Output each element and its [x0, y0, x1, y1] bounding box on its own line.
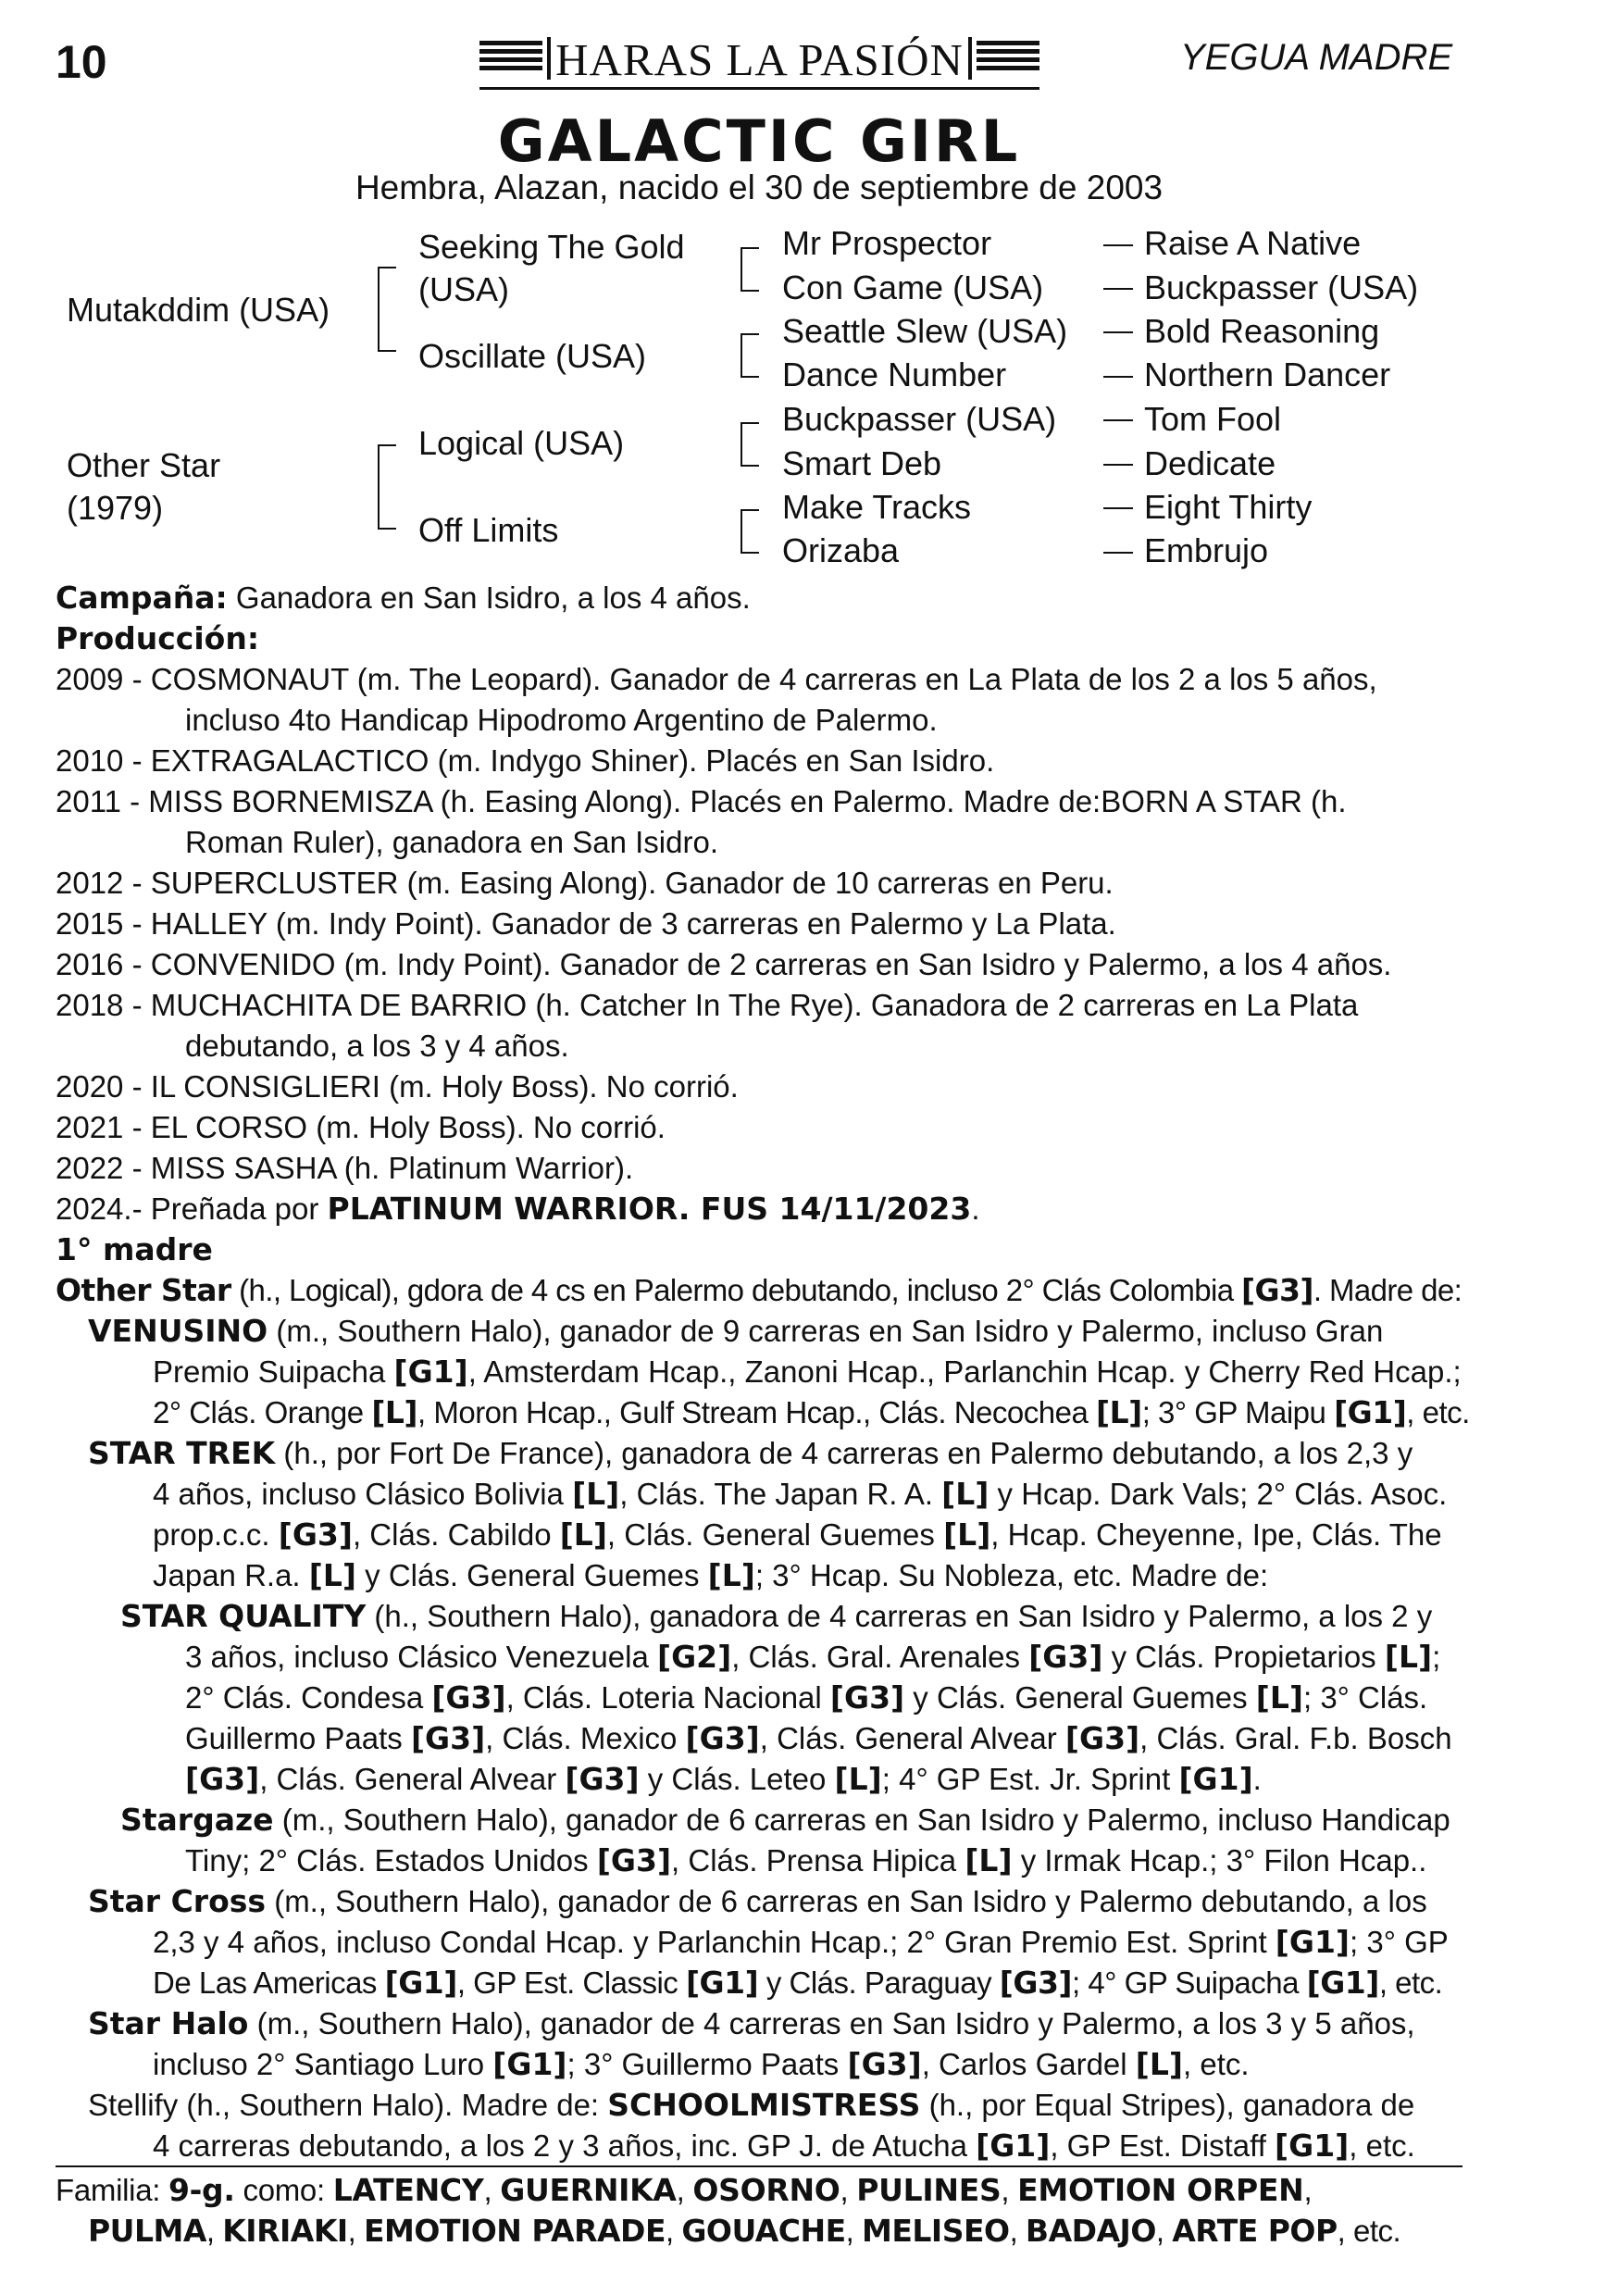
text-run: ,	[1009, 2214, 1026, 2248]
logo-divider-left	[547, 37, 551, 80]
madre-line	[56, 1311, 1462, 1352]
grade-badge: [G1]	[1275, 1924, 1350, 1960]
text-run: Guillermo Paats	[185, 1721, 411, 1755]
pedigree-dash	[1103, 507, 1133, 509]
text-run: 2,3 y 4 años, incluso Condal Hcap. y Parlanchin Hcap.; 2° Gran Premio Est. Sprint	[153, 1925, 1276, 1959]
madre-line	[56, 2044, 1462, 2085]
madre-line	[56, 1637, 1462, 1678]
text-run: , GP Est. Classic	[456, 1965, 686, 2000]
text-run: De Las Americas	[153, 1965, 385, 2000]
prenada-sire: PLATINUM WARRIOR. FUS 14/11/2023	[327, 1191, 972, 1227]
grade-badge: [L]	[1384, 1639, 1433, 1675]
grade-badge: [G3]	[565, 1761, 640, 1797]
text-run: ,	[1001, 2173, 1018, 2207]
grade-badge: [G3]	[1241, 1272, 1313, 1308]
produccion-label: Producción:	[56, 620, 260, 656]
text-run: , Clás. General Alvear	[259, 1762, 566, 1796]
text-run: , etc.	[1337, 2214, 1401, 2248]
text-run: ; 4° GP Suipacha	[1072, 1965, 1307, 2000]
grade-badge: [G3]	[999, 1965, 1073, 2001]
grade-badge: [G1]	[384, 1965, 457, 2001]
text-run: como:	[234, 2173, 333, 2207]
offspring-name: Star Cross	[88, 1883, 267, 1919]
bracket-g3-4	[741, 509, 742, 554]
familia-divider	[56, 2165, 1462, 2167]
produccion-line: 2012 - SUPERCLUSTER (m. Easing Along). Ganador de 10 carreras en Peru.	[56, 866, 1114, 900]
text-run: ,	[1155, 2214, 1173, 2248]
family-member: EMOTION ORPEN	[1017, 2172, 1304, 2208]
offspring-name: VENUSINO	[88, 1313, 268, 1349]
campana-line	[56, 578, 1462, 618]
text-run: ,	[347, 2214, 365, 2248]
familia-line	[56, 2170, 1462, 2211]
text-run: , Clás. Mexico	[485, 1721, 686, 1755]
familia-line	[56, 2211, 1462, 2252]
grade-badge: [G3]	[685, 1720, 760, 1756]
family-member: GUERNIKA	[500, 2172, 677, 2208]
text-run: , etc.	[1378, 1965, 1443, 2000]
produccion-line: 2022 - MISS SASHA (h. Platinum Warrior).	[56, 1151, 634, 1185]
offspring-name: STAR TREK	[88, 1435, 276, 1471]
text-run: ,	[1303, 2173, 1313, 2207]
pedigree-g4: Bold Reasoning	[1144, 312, 1380, 350]
text-run: 4 carreras debutando, a los 2 y 3 años, inc. GP J. de Atucha	[153, 2128, 977, 2163]
family-member: MELISEO	[862, 2213, 1010, 2249]
text-run: , Clás. Prensa Hipica	[671, 1843, 965, 1878]
text-run: ,	[483, 2173, 501, 2207]
grade-badge: [G3]	[185, 1761, 260, 1797]
family-member: BADAJO	[1025, 2213, 1156, 2249]
text-run: , Clás. Gral. Arenales	[731, 1640, 1029, 1674]
text-run: (m., Southern Halo), ganador de 4 carreras en San Isidro y Palermo, a los 3 y 5 años,	[248, 2006, 1415, 2040]
pedigree-ds: Logical (USA)	[418, 424, 625, 462]
text-run: , Carlos Gardel	[921, 2047, 1136, 2081]
text-run: 2° Clás. Condesa	[185, 1680, 432, 1715]
pedigree-g3: Make Tracks	[782, 488, 972, 526]
pedigree-g4: Tom Fool	[1144, 400, 1282, 438]
family-member: GOUACHE	[681, 2213, 846, 2249]
grade-badge: [G3]	[1028, 1639, 1103, 1675]
grade-badge: [G3]	[847, 2046, 922, 2082]
produccion-line: 2016 - CONVENIDO (m. Indy Point). Ganador de 2 carreras en San Isidro y Palermo, a los 4 años.	[56, 947, 1392, 981]
pedigree-dam-name: Other Star	[67, 446, 221, 484]
pedigree-g4: Buckpasser (USA)	[1144, 268, 1419, 306]
campana-text: Ganadora en San Isidro, a los 4 años.	[227, 580, 751, 615]
text-run: y Clás. General Guemes	[904, 1680, 1256, 1715]
grade-badge: [L]	[965, 1842, 1013, 1878]
pedigree-dash	[1103, 419, 1133, 421]
logo-bars-left	[479, 41, 542, 76]
produccion-line: 2015 - HALLEY (m. Indy Point). Ganador de 3 carreras en Palermo y La Plata.	[56, 906, 1116, 941]
madre-line	[56, 1841, 1462, 1881]
text-run: , Hcap. Cheyenne, Ipe, Clás. The	[990, 1517, 1442, 1552]
offspring-name: SCHOOLMISTRESS	[607, 2087, 921, 2123]
text-run: ; 4° GP Est. Jr. Sprint	[881, 1762, 1179, 1796]
bracket-g3-3	[741, 422, 742, 467]
produccion-line: 2009 - COSMONAUT (m. The Leopard). Ganador de 4 carreras en La Plata de los 2 a los 5 años,	[56, 662, 1377, 696]
text-run: ; 3° GP	[1350, 1925, 1449, 1959]
text-run: ; 3° Guillermo Paats	[566, 2047, 848, 2081]
brand-name: HARAS LA PASIÓN	[555, 34, 964, 85]
text-run: (h., por Fort De France), ganadora de 4 carreras en Palermo debutando, a los 2,3 y	[275, 1436, 1413, 1470]
pedigree-g3: Mr Prospector	[782, 224, 992, 262]
madre-line	[56, 2126, 1462, 2166]
madre-line	[56, 1270, 1462, 1311]
family-member: PULMA	[88, 2213, 206, 2249]
text-run: , Clás. Loteria Nacional	[505, 1680, 830, 1715]
grade-badge: [L]	[371, 1394, 418, 1430]
pedigree-g4: Raise A Native	[1144, 224, 1362, 262]
madre-line	[56, 1678, 1462, 1718]
grade-badge: [G1]	[1275, 2128, 1350, 2164]
produccion-line: Roman Ruler), ganadora en San Isidro.	[185, 825, 718, 859]
text-run: , etc.	[1183, 2047, 1250, 2081]
family-member: OSORNO	[692, 2172, 840, 2208]
bracket-g3-2	[741, 333, 742, 378]
text-run: . Madre de:	[1313, 1273, 1462, 1307]
text-run: y Clás. Paraguay	[758, 1965, 1000, 2000]
offspring-name: STAR QUALITY	[120, 1598, 367, 1634]
pedigree-dash	[1103, 376, 1133, 378]
text-run: , etc.	[1406, 1395, 1470, 1429]
madre-line	[56, 2085, 1462, 2126]
madre-line	[56, 1800, 1462, 1841]
produccion-line: 2018 - MUCHACHITA DE BARRIO (h. Catcher In The Rye). Ganadora de 2 carreras en La Plata	[56, 988, 1359, 1022]
text-run: Premio Suipacha	[153, 1354, 394, 1389]
text-run: y Clás. General Guemes	[355, 1558, 708, 1592]
pedigree-g3: Orizaba	[782, 531, 900, 569]
grade-badge: [L]	[559, 1516, 607, 1553]
text-run: ,	[676, 2173, 693, 2207]
text-run: y Hcap. Dark Vals; 2° Clás. Asoc.	[989, 1477, 1448, 1511]
text-run: , Moron Hcap., Gulf Stream Hcap., Clás. Necochea	[417, 1395, 1096, 1429]
text-run: ,	[665, 2214, 682, 2248]
familia-section	[56, 2170, 1462, 2252]
pedigree-ss-country: (USA)	[418, 270, 509, 308]
page-number: 10	[56, 36, 107, 88]
text-run: ,	[845, 2214, 863, 2248]
family-member: ARTE POP	[1172, 2213, 1338, 2249]
madre-line	[56, 1881, 1462, 1922]
madre-line	[56, 1474, 1462, 1515]
pedigree-g3: Con Game (USA)	[782, 268, 1044, 306]
text-run: ; 3° GP Maipu	[1141, 1395, 1335, 1429]
text-run: y Clás. Propietarios	[1102, 1640, 1385, 1674]
madre-line	[56, 2003, 1462, 2044]
text-run: Japan R.a.	[153, 1558, 309, 1592]
bracket-sire	[378, 267, 380, 352]
bracket-dam	[378, 444, 380, 530]
grade-badge: [L]	[1096, 1394, 1142, 1430]
produccion-line: incluso 4to Handicap Hipodromo Argentino de Palermo.	[185, 703, 938, 737]
pedigree-g4: Northern Dancer	[1144, 356, 1391, 393]
text-run: , GP Est. Distaff	[1050, 2128, 1276, 2163]
text-run: 2° Clás. Orange	[153, 1395, 372, 1429]
grade-badge: [G3]	[829, 1679, 905, 1716]
madre-label: 1° madre	[56, 1231, 213, 1267]
madre-line	[56, 1392, 1470, 1433]
produccion-line: 2021 - EL CORSO (m. Holy Boss). No corrió.	[56, 1110, 666, 1144]
grade-badge: [G3]	[596, 1842, 672, 1878]
madre-line	[56, 1555, 1462, 1596]
pedigree-sire: Mutakddim (USA)	[67, 291, 330, 329]
text-run: , etc.	[1349, 2128, 1415, 2163]
grade-badge: [L]	[941, 1476, 989, 1512]
family-code: 9-g.	[168, 2172, 235, 2208]
campana-label: Campaña:	[56, 580, 228, 616]
offspring-name: Stargaze	[120, 1802, 274, 1838]
family-member: KIRIAKI	[222, 2213, 348, 2249]
produccion-line: debutando, a los 3 y 4 años.	[185, 1029, 569, 1063]
produccion-line: 2011 - MISS BORNEMISZA (h. Easing Along). Placés en Palermo. Madre de:BORN A STAR (h.	[56, 784, 1347, 818]
text-run: y Irmak Hcap.; 3° Filon Hcap..	[1012, 1843, 1427, 1878]
family-member: LATENCY	[332, 2172, 484, 2208]
grade-badge: [G1]	[1178, 1761, 1253, 1797]
grade-badge: [L]	[572, 1476, 620, 1512]
pedigree-dash	[1103, 552, 1133, 554]
produccion-line: 2020 - IL CONSIGLIERI (m. Holy Boss). No corrió.	[56, 1069, 739, 1104]
grade-badge: [L]	[707, 1557, 755, 1593]
prenada-prefix: 2024.- Preñada por	[56, 1192, 328, 1226]
grade-badge: [L]	[1135, 2046, 1183, 2082]
horse-description: Hembra, Alazan, nacido el 30 de septiembre de 2003	[355, 168, 1164, 206]
text-run: (m., Southern Halo), ganador de 6 carreras en San Isidro y Palermo, incluso Handicap	[273, 1803, 1450, 1837]
text-run: ,	[840, 2173, 857, 2207]
bracket-g3-1	[741, 247, 742, 292]
pedigree-ss: Seeking The Gold	[418, 228, 685, 266]
grade-badge: [G1]	[1306, 1965, 1379, 2001]
logo-underline	[479, 87, 1039, 90]
grade-badge: [L]	[943, 1516, 991, 1553]
text-run: (m., Southern Halo), ganador de 9 carreras en San Isidro y Palermo, incluso Gran	[268, 1314, 1384, 1348]
record-body	[56, 578, 1470, 2166]
madre-line	[56, 1922, 1462, 1963]
horse-name: GALACTIC GIRL	[497, 107, 1021, 175]
grade-badge: [G1]	[685, 1965, 759, 2001]
text-run: 3 años, incluso Clásico Venezuela	[185, 1640, 657, 1674]
pedigree-sd: Oscillate (USA)	[418, 337, 647, 375]
grade-badge: [L]	[834, 1761, 882, 1797]
text-run: , Clás. General Alvear	[759, 1721, 1065, 1755]
grade-badge: [G3]	[410, 1720, 486, 1756]
text-run: Tiny; 2° Clás. Estados Unidos	[185, 1843, 597, 1878]
text-run: .	[1252, 1762, 1262, 1796]
grade-badge: [G3]	[1064, 1720, 1140, 1756]
text-run: (h., Logical), gdora de 4 cs en Palermo debutando, incluso 2° Clás Colombia	[230, 1273, 1242, 1307]
text-run: 4 años, incluso Clásico Bolivia	[153, 1477, 573, 1511]
pedigree-g3: Seattle Slew (USA)	[782, 312, 1068, 350]
pedigree-g4: Dedicate	[1144, 444, 1276, 482]
text-run: Stellify (h., Southern Halo). Madre de:	[88, 2088, 608, 2122]
text-run: , Clás. General Guemes	[606, 1517, 944, 1552]
grade-badge: [L]	[308, 1557, 356, 1593]
text-run: , Amsterdam Hcap., Zanoni Hcap., Parlanchin Hcap. y Cherry Red Hcap.;	[467, 1354, 1462, 1389]
madre-line	[56, 1759, 1462, 1800]
grade-badge: [G1]	[976, 2128, 1051, 2164]
grade-badge: [G3]	[278, 1516, 353, 1553]
pedigree-g3: Buckpasser (USA)	[782, 400, 1057, 438]
grade-badge: [G1]	[492, 2046, 567, 2082]
pedigree-dam-year: (1979)	[67, 489, 164, 527]
text-run: ;	[1432, 1640, 1441, 1674]
pedigree-dd: Off Limits	[418, 511, 559, 549]
pedigree-dash	[1103, 331, 1133, 333]
pedigree-dash	[1103, 464, 1133, 466]
madre-line	[56, 1515, 1462, 1555]
madre-line	[56, 1433, 1462, 1474]
text-run: y Clás. Leteo	[639, 1762, 835, 1796]
pedigree-g3: Dance Number	[782, 356, 1007, 393]
madre-line	[56, 1352, 1462, 1392]
grade-badge: [G3]	[431, 1679, 506, 1716]
category-label: YEGUA MADRE	[1180, 37, 1453, 78]
text-run: (m., Southern Halo), ganador de 6 carreras en San Isidro y Palermo debutando, a los	[266, 1884, 1427, 1918]
brand-logo	[479, 33, 1039, 91]
produccion-line: 2010 - EXTRAGALACTICO (m. Indygo Shiner). Placés en San Isidro.	[56, 743, 995, 778]
family-member: EMOTION PARADE	[364, 2213, 666, 2249]
grade-badge: [L]	[1255, 1679, 1303, 1716]
text-run: ; 3° Clás.	[1302, 1680, 1428, 1715]
grade-badge: [G1]	[1334, 1394, 1407, 1430]
text-run: (h., por Equal Stripes), ganadora de	[920, 2088, 1415, 2122]
text-run: ; 3° Hcap. Su Nobleza, etc. Madre de:	[754, 1558, 1269, 1592]
pedigree-g3: Smart Deb	[782, 444, 942, 482]
offspring-name: Star Halo	[88, 2005, 249, 2041]
prenada-suffix: .	[971, 1192, 980, 1226]
grade-badge: [G2]	[657, 1639, 732, 1675]
text-run: incluso 2° Santiago Luro	[153, 2047, 493, 2081]
text-run: Familia:	[56, 2173, 168, 2207]
text-run: (h., Southern Halo), ganadora de 4 carreras en San Isidro y Palermo, a los 2 y	[366, 1599, 1433, 1633]
prenada-line	[56, 1189, 1462, 1229]
pedigree-g4: Embrujo	[1144, 531, 1269, 569]
pedigree-g4: Eight Thirty	[1144, 488, 1313, 526]
logo-divider-right	[968, 37, 972, 80]
pedigree-dash	[1103, 244, 1133, 246]
text-run: , Clás. The Japan R. A.	[619, 1477, 942, 1511]
text-run: ,	[205, 2214, 223, 2248]
pedigree-dash	[1103, 288, 1133, 290]
family-member: PULINES	[856, 2172, 1002, 2208]
dam-name: Other Star	[56, 1272, 231, 1308]
text-run: prop.c.c.	[153, 1517, 279, 1552]
madre-line	[56, 1596, 1462, 1637]
text-run: , Clás. Cabildo	[352, 1517, 560, 1552]
logo-bars-right	[977, 41, 1039, 76]
grade-badge: [G1]	[393, 1354, 468, 1390]
text-run: , Clás. Gral. F.b. Bosch	[1139, 1721, 1452, 1755]
madre-line	[56, 1718, 1462, 1759]
madre-line	[56, 1963, 1462, 2003]
